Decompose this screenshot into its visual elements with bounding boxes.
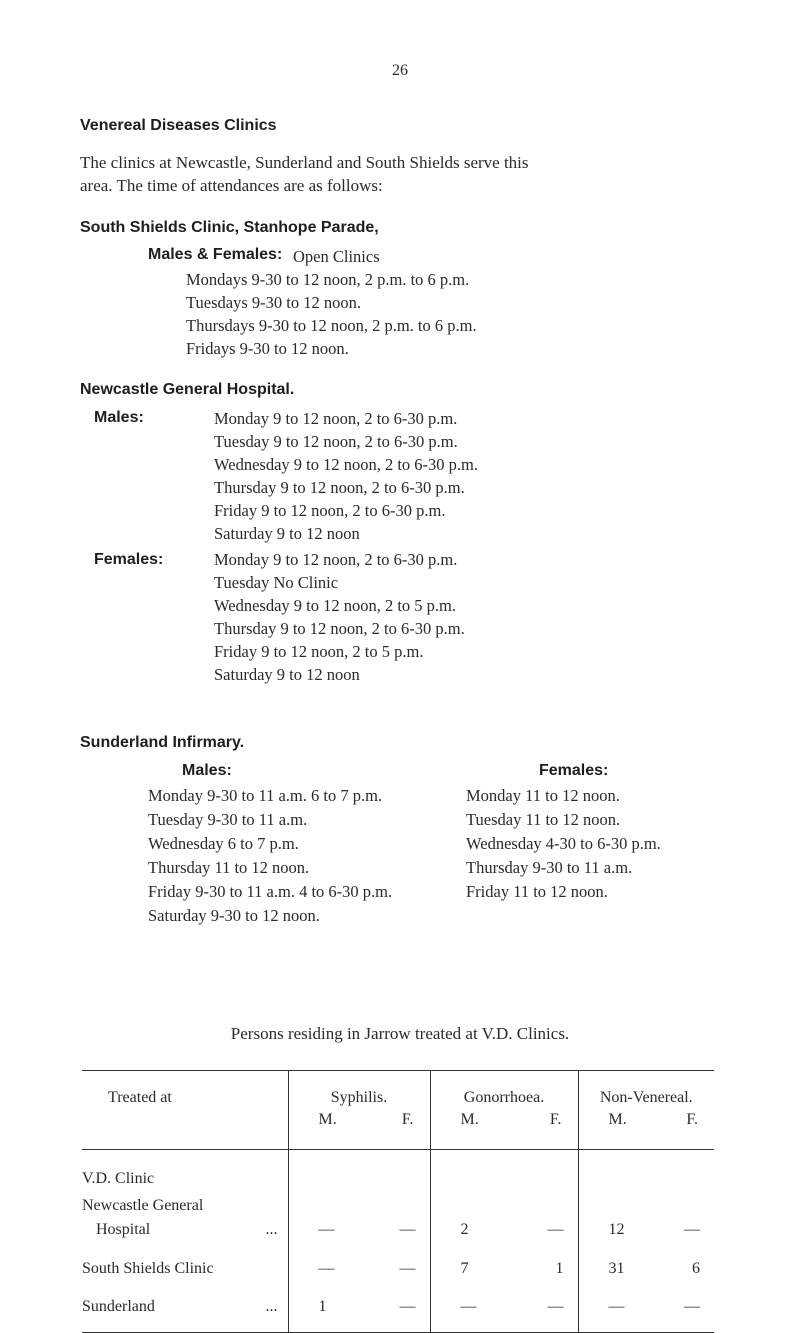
header-gonorrhoea bbox=[430, 1071, 578, 1150]
cell-syph-m: 1 bbox=[318, 1298, 327, 1315]
cell-gon-m: 7 bbox=[460, 1260, 469, 1277]
schedule-line: Wednesday 9 to 12 noon, 2 to 6-30 p.m. bbox=[214, 455, 479, 474]
newcastle-females-schedule bbox=[214, 548, 465, 686]
schedule-line: Tuesday No Clinic bbox=[214, 573, 339, 592]
schedule-line: Tuesday 9 to 12 noon, 2 to 6-30 p.m. bbox=[214, 432, 458, 451]
schedule-line: Tuesday 9-30 to 11 a.m. bbox=[148, 810, 308, 829]
cell-gon-m: — bbox=[460, 1298, 477, 1315]
sunderland-females-label: Females: bbox=[539, 762, 609, 779]
table-row bbox=[82, 1194, 714, 1242]
cell-syph-m: — bbox=[318, 1221, 335, 1238]
page-number: 26 bbox=[392, 62, 408, 79]
sunderland-males-schedule bbox=[148, 784, 392, 928]
schedule-line: Wednesday 9 to 12 noon, 2 to 5 p.m. bbox=[214, 596, 457, 615]
row-name-text: Sunderland bbox=[82, 1298, 155, 1315]
table-title: Persons residing in Jarrow treated at V.D. Clinics. bbox=[230, 1024, 570, 1043]
newcastle-females-label: Females: bbox=[94, 551, 164, 568]
cell-nv-m: 12 bbox=[608, 1221, 625, 1238]
table-header-row bbox=[82, 1071, 714, 1150]
header-m: M. bbox=[318, 1111, 337, 1128]
schedule-line: Saturday 9 to 12 noon bbox=[214, 524, 360, 543]
south-shields-heading: South Shields Clinic, Stanhope Parade, bbox=[80, 219, 379, 236]
header-m: M. bbox=[460, 1111, 479, 1128]
header-f: F. bbox=[401, 1111, 414, 1128]
row-name-line1: Newcastle General bbox=[82, 1197, 204, 1214]
table-row bbox=[82, 1242, 714, 1284]
sunderland-heading: Sunderland Infirmary. bbox=[80, 734, 245, 751]
cell-nv-m: — bbox=[608, 1298, 625, 1315]
schedule-line: Monday 9 to 12 noon, 2 to 6-30 p.m. bbox=[214, 409, 458, 428]
cell-syph-f: — bbox=[399, 1221, 416, 1238]
cell-nv-m: 31 bbox=[608, 1260, 625, 1277]
header-treated-label: Treated at bbox=[108, 1089, 172, 1106]
schedule-line: Friday 9 to 12 noon, 2 to 6-30 p.m. bbox=[214, 501, 446, 520]
cell-syph-f: — bbox=[399, 1298, 416, 1315]
cell-nv-f: 6 bbox=[692, 1260, 700, 1277]
header-syphilis bbox=[288, 1071, 430, 1150]
south-shields-line: Tuesdays 9-30 to 12 noon. bbox=[186, 293, 361, 312]
schedule-line: Friday 9-30 to 11 a.m. 4 to 6-30 p.m. bbox=[148, 882, 393, 901]
schedule-line: Monday 9-30 to 11 a.m. 6 to 7 p.m. bbox=[148, 786, 383, 805]
schedule-line: Thursday 11 to 12 noon. bbox=[148, 858, 310, 877]
south-shields-open: Open Clinics bbox=[293, 247, 380, 266]
schedule-line: Friday 9 to 12 noon, 2 to 5 p.m. bbox=[214, 642, 424, 661]
header-treated-at bbox=[82, 1071, 288, 1150]
schedule-line: Wednesday 4-30 to 6-30 p.m. bbox=[466, 834, 661, 853]
row-name-line2: Hospital bbox=[96, 1221, 151, 1238]
schedule-line: Thursday 9-30 to 11 a.m. bbox=[466, 858, 633, 877]
page-title: Venereal Diseases Clinics bbox=[80, 117, 277, 134]
row-dots: ... bbox=[265, 1221, 278, 1238]
row-name: South Shields Clinic bbox=[82, 1260, 214, 1277]
cell-gon-f: 1 bbox=[555, 1260, 564, 1277]
newcastle-heading: Newcastle General Hospital. bbox=[80, 381, 295, 398]
schedule-line: Monday 9 to 12 noon, 2 to 6-30 p.m. bbox=[214, 550, 458, 569]
intro-line-2: area. The time of attendances are as follows: bbox=[80, 176, 383, 195]
schedule-line: Thursday 9 to 12 noon, 2 to 6-30 p.m. bbox=[214, 478, 465, 497]
header-nonvenereal bbox=[578, 1071, 714, 1150]
cell-gon-m: 2 bbox=[460, 1221, 469, 1238]
intro-line-1: The clinics at Newcastle, Sunderland and South Shields serve this bbox=[80, 153, 529, 172]
table-group-row bbox=[82, 1150, 714, 1195]
row-name bbox=[82, 1194, 288, 1242]
newcastle-males-label: Males: bbox=[94, 409, 144, 426]
table-row bbox=[82, 1284, 714, 1333]
south-shields-line: Mondays 9-30 to 12 noon, 2 p.m. to 6 p.m. bbox=[186, 270, 470, 289]
schedule-line: Tuesday 11 to 12 noon. bbox=[466, 810, 621, 829]
schedule-line: Wednesday 6 to 7 p.m. bbox=[148, 834, 299, 853]
schedule-line: Friday 11 to 12 noon. bbox=[466, 882, 608, 901]
row-name bbox=[82, 1284, 288, 1333]
header-m: M. bbox=[608, 1111, 627, 1128]
schedule-line: Monday 11 to 12 noon. bbox=[466, 786, 620, 805]
cell-syph-m: — bbox=[318, 1260, 335, 1277]
sunderland-males-label: Males: bbox=[182, 762, 232, 779]
cell-gon-f: — bbox=[547, 1221, 564, 1238]
header-syphilis-label: Syphilis. bbox=[330, 1089, 388, 1106]
cell-nv-f: — bbox=[684, 1298, 700, 1315]
sunderland-females-schedule bbox=[466, 784, 661, 904]
cell-gon-f: — bbox=[547, 1298, 564, 1315]
header-f: F. bbox=[686, 1111, 698, 1128]
newcastle-males-schedule bbox=[214, 407, 478, 545]
header-f: F. bbox=[549, 1111, 562, 1128]
header-nonvenereal-label: Non-Venereal. bbox=[599, 1089, 693, 1106]
schedule-line: Saturday 9 to 12 noon bbox=[214, 665, 360, 684]
south-shields-line: Fridays 9-30 to 12 noon. bbox=[186, 339, 349, 358]
group-label: V.D. Clinic bbox=[82, 1170, 155, 1187]
south-shields-line: Thursdays 9-30 to 12 noon, 2 p.m. to 6 p.m. bbox=[186, 316, 477, 335]
cell-nv-f: — bbox=[684, 1221, 700, 1238]
row-dots: ... bbox=[265, 1298, 278, 1315]
cell-syph-f: — bbox=[399, 1260, 416, 1277]
header-gonorrhoea-label: Gonorrhoea. bbox=[463, 1089, 545, 1106]
schedule-line: Thursday 9 to 12 noon, 2 to 6-30 p.m. bbox=[214, 619, 465, 638]
south-shields-label: Males & Females: bbox=[148, 246, 283, 263]
treatment-table bbox=[82, 1070, 714, 1333]
schedule-line: Saturday 9-30 to 12 noon. bbox=[148, 906, 320, 925]
